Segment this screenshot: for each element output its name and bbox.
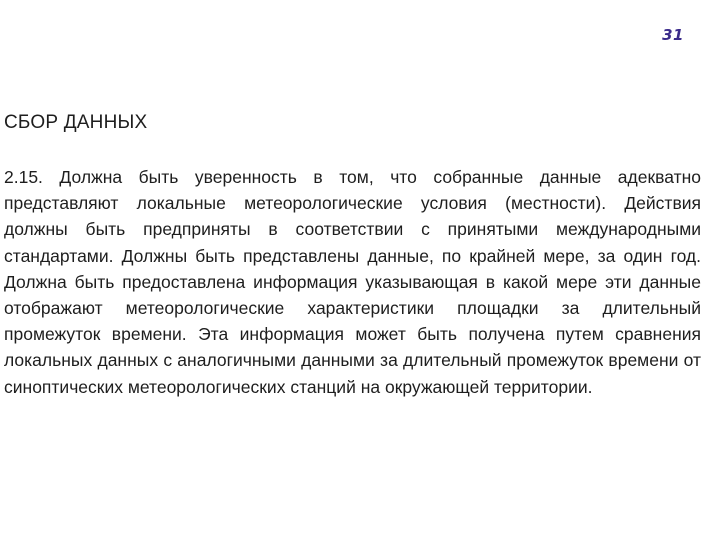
body-paragraph: 2.15. Должна быть уверенность в том, что собранные данные адекватно представляют локальные метеорологические условия (местности). Действия должны быть предприняты в соответствии с принятыми международными стандартами. Должны быть представлены данные, по крайней мере, за один год. Должна быть предоставлена информация указывающая в какой мере эти данные отображают метеорологические характеристики площадки за длительный промежуток времени. Эта информация может быть получена путем сравнения локальных данных с аналогичными данными за длительный промежуток времени от синоптических метеорологических станций на окружающей территории. (4, 167, 701, 397)
page-number: 31 (662, 26, 684, 44)
section-heading: СБОР ДАННЫХ (4, 112, 148, 133)
